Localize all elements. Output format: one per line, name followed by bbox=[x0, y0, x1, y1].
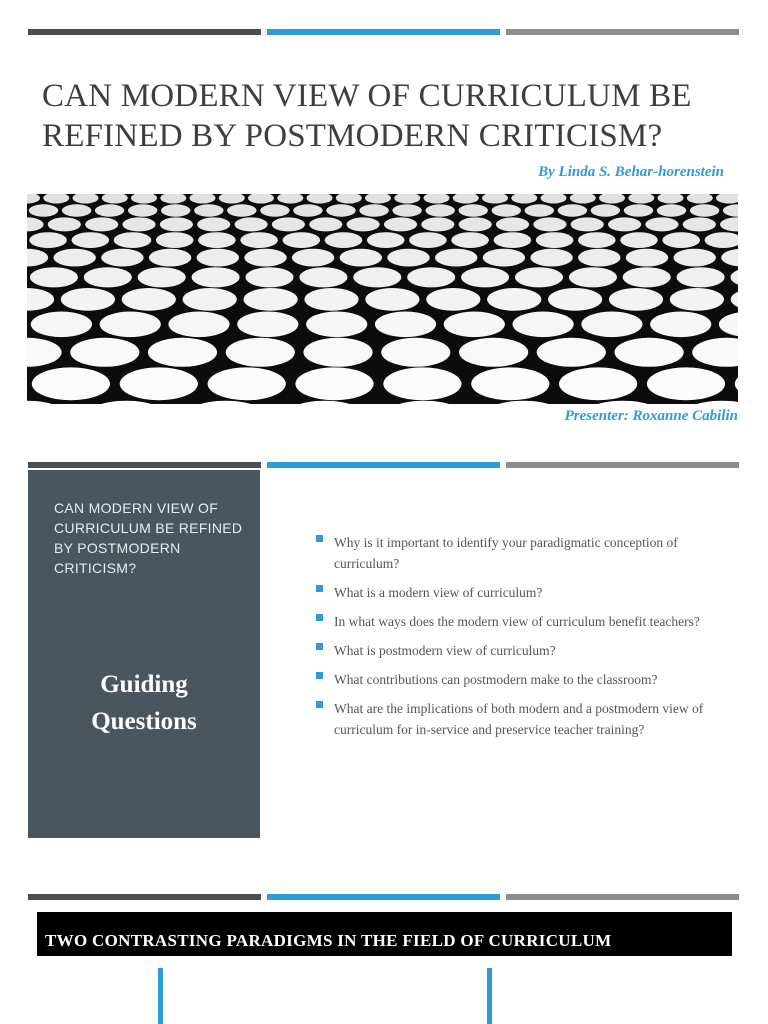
question-text: What contributions can postmodern make to the classroom? bbox=[334, 672, 658, 687]
slide-title: CAN MODERN VIEW OF CURRICULUM BE REFINED BY POSTMODERN CRITICISM? bbox=[42, 78, 692, 154]
top-bar-blue bbox=[267, 29, 500, 35]
top-bar-dark bbox=[28, 29, 261, 35]
panel-title-line-1: Guiding bbox=[100, 671, 188, 698]
panel-title bbox=[28, 666, 260, 740]
slide3-title: TWO CONTRASTING PARADIGMS IN THE FIELD OF CURRICULUM bbox=[45, 931, 612, 950]
question-text: What is postmodern view of curriculum? bbox=[334, 643, 556, 658]
question-item bbox=[316, 640, 721, 661]
slide3-bar-dark bbox=[28, 894, 261, 900]
bullet-square-icon bbox=[316, 535, 323, 542]
bullet-square-icon bbox=[316, 701, 323, 708]
divider-line-left bbox=[158, 968, 163, 1024]
slide3-bar-gray bbox=[506, 894, 739, 900]
divider-line-right bbox=[487, 968, 492, 1024]
bullet-square-icon bbox=[316, 643, 323, 650]
bullet-square-icon bbox=[316, 672, 323, 679]
author-line: By Linda S. Behar-horenstein bbox=[538, 164, 724, 180]
bullet-square-icon bbox=[316, 585, 323, 592]
white-discs-image bbox=[27, 194, 738, 404]
top-bar-gray bbox=[506, 29, 739, 35]
slide2-bar-dark bbox=[28, 462, 261, 468]
slide2-bar-blue bbox=[267, 462, 500, 468]
panel-title-line-2: Questions bbox=[91, 708, 197, 735]
slide3-bar-blue bbox=[267, 894, 500, 900]
bullet-square-icon bbox=[316, 614, 323, 621]
question-text: What are the implications of both modern and a postmodern view of curriculum for in-service and preservice teacher training? bbox=[334, 701, 704, 737]
question-item bbox=[316, 582, 721, 603]
question-item bbox=[316, 669, 721, 690]
question-item bbox=[316, 532, 721, 574]
question-item bbox=[316, 611, 721, 632]
slide3-title-banner bbox=[37, 912, 732, 956]
question-text: In what ways does the modern view of curriculum benefit teachers? bbox=[334, 614, 700, 629]
question-text: Why is it important to identify your paradigmatic conception of curriculum? bbox=[334, 535, 678, 571]
panel-heading: CAN MODERN VIEW OF CURRICULUM BE REFINED BY POSTMODERN CRITICISM? bbox=[54, 500, 243, 576]
presenter-line: Presenter: Roxanne Cabilin bbox=[564, 408, 738, 424]
questions-list bbox=[316, 532, 721, 748]
side-panel bbox=[28, 470, 260, 838]
slide2-bar-gray bbox=[506, 462, 739, 468]
question-item bbox=[316, 698, 721, 740]
question-text: What is a modern view of curriculum? bbox=[334, 585, 543, 600]
